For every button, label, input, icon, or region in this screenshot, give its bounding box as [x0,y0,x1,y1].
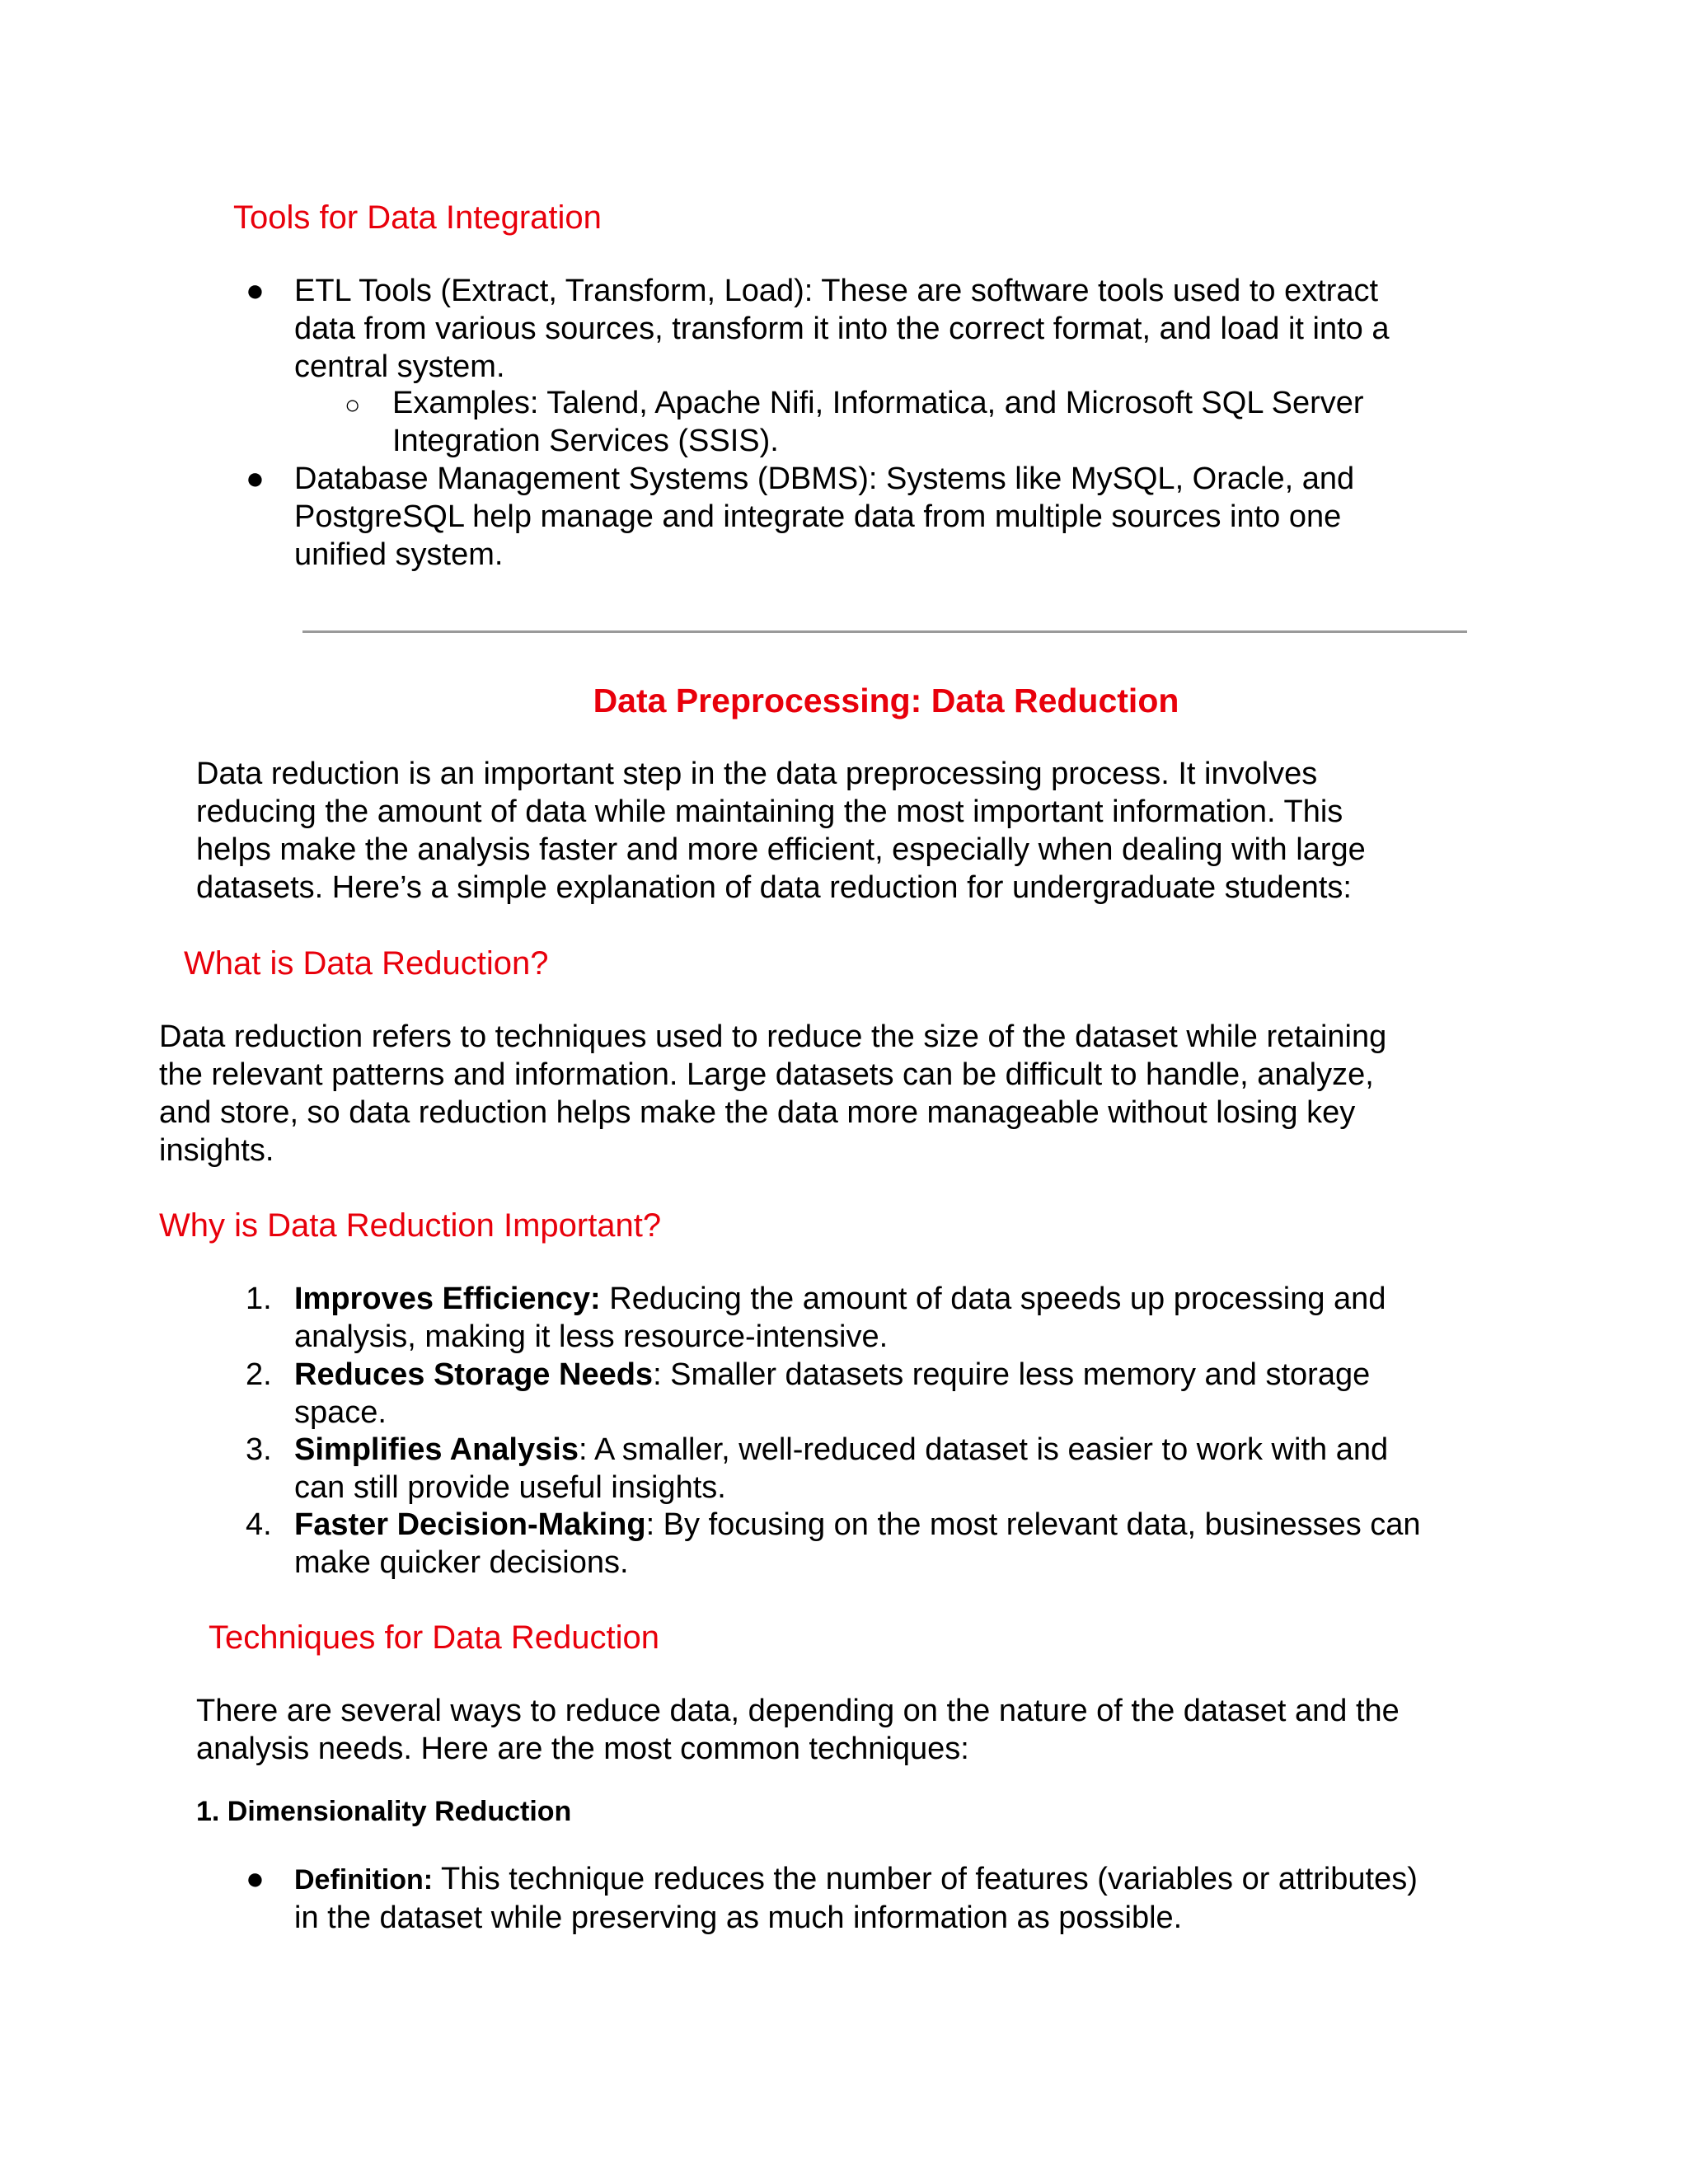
item-text: This technique reduces the number of features (variables or attributes) [433,1862,1418,1896]
text-line: the relevant patterns and information. Large datasets can be difficult to handle, analyze, [159,1057,1374,1092]
text-line: There are several ways to reduce data, depending on the nature of the dataset and the [196,1694,1400,1728]
intro-paragraph [196,755,1366,907]
text-line: unified system. [294,537,504,572]
bullet-icon: ● [246,1862,265,1896]
text-line: PostgreSQL help manage and integrate data from multiple sources into one [294,499,1342,534]
item-term: Definition: [294,1864,434,1896]
bullet-icon: ● [246,274,265,308]
text-line: in the dataset while preserving as much information as possible. [294,1900,1183,1935]
list-item-dbms [294,460,1354,574]
list-number: 2. [246,1357,272,1392]
text-line: datasets. Here’s a simple explanation of data reduction for undergraduate students: [196,870,1352,905]
text-line: Data reduction refers to techniques used to reduce the size of the dataset while retaining [159,1019,1387,1054]
item-term: Reduces Storage Needs [294,1357,654,1392]
section-heading-what: What is Data Reduction? [184,945,549,982]
text-line: analysis, making it less resource-intensive. [294,1319,889,1354]
text-line: can still provide useful insights. [294,1470,726,1505]
section-heading-tools: Tools for Data Integration [233,199,602,236]
text-line: data from various sources, transform it into the correct format, and load it into a [294,312,1390,346]
page-title: Data Preprocessing: Data Reduction [593,682,1179,719]
text-line: make quicker decisions. [294,1545,629,1580]
text-line: Examples: Talend, Apache Nifi, Informatica, and Microsoft SQL Server [392,386,1364,420]
item-term: Faster Decision-Making [294,1507,646,1542]
sub-heading-dimensionality: 1. Dimensionality Reduction [196,1796,572,1827]
text-line: analysis needs. Here are the most common techniques: [196,1732,969,1766]
item-text: : Smaller datasets require less memory and storage [653,1357,1371,1392]
what-paragraph [159,1018,1386,1169]
list-item-efficiency [294,1280,1386,1356]
section-heading-techniques: Techniques for Data Reduction [209,1619,659,1656]
sub-bullet-icon: ○ [345,390,361,419]
list-item-storage [294,1356,1370,1432]
list-item-analysis [294,1431,1388,1507]
text-line: Data reduction is an important step in the data preprocessing process. It involves [196,757,1318,791]
text-line: reducing the amount of data while maintaining the most important information. This [196,794,1343,829]
list-item-etl [294,272,1389,386]
text-line: Database Management Systems (DBMS): Systems like MySQL, Oracle, and [294,462,1355,496]
list-number: 3. [246,1432,272,1467]
list-number: 4. [246,1507,272,1542]
list-item-examples [392,384,1364,460]
item-text: : By focusing on the most relevant data, businesses can [645,1507,1421,1542]
list-item-definition [294,1860,1418,1937]
item-text: Reducing the amount of data speeds up processing and [600,1282,1386,1316]
text-line: ETL Tools (Extract, Transform, Load): These are software tools used to extract [294,274,1379,308]
list-item-decision [294,1506,1421,1582]
bullet-icon: ● [246,462,265,496]
text-line: Integration Services (SSIS). [392,424,779,458]
techniques-paragraph [196,1692,1400,1768]
text-line: insights. [159,1133,274,1168]
list-number: 1. [246,1282,272,1316]
text-line: and store, so data reduction helps make the data more manageable without losing key [159,1095,1356,1130]
item-term: Simplifies Analysis [294,1432,579,1467]
text-line: helps make the analysis faster and more efficient, especially when dealing with large [196,832,1366,867]
item-term: Improves Efficiency: [294,1282,601,1316]
section-heading-why: Why is Data Reduction Important? [159,1207,662,1244]
horizontal-divider [302,630,1467,633]
text-line: space. [294,1395,387,1430]
text-line: central system. [294,349,505,384]
item-text: : A smaller, well-reduced dataset is easier to work with and [578,1432,1389,1467]
